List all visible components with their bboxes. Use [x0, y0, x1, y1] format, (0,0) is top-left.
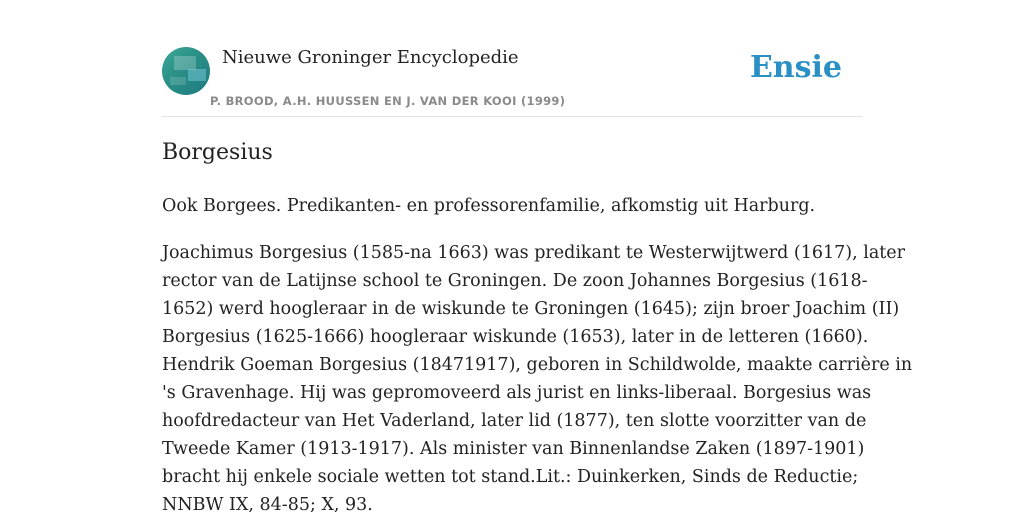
paragraph-line: Joachimus Borgesius (1585-na 1663) was predikant te Westerwijtwerd (1617), later: [162, 243, 906, 263]
article-intro-paragraph: Ook Borgees. Predikanten- en professorenfamilie, afkomstig uit Harburg.: [162, 196, 816, 216]
paragraph-line: rector van de Latijnse school te Groningen. De zoon Johannes Borgesius (1618-: [162, 271, 868, 291]
paragraph-line: 1652) werd hoogleraar in de wiskunde te Groningen (1645); zijn broer Joachim (II): [162, 299, 900, 319]
cover-art-shape: [188, 69, 206, 81]
paragraph-line: bracht hij enkele sociale wetten tot stand.Lit.: Duinkerken, Sinds de Reductie;: [162, 467, 859, 487]
cover-art-shape: [170, 77, 186, 85]
paragraph-line: hoofdredacteur van Het Vaderland, later lid (1877), ten slotte voorzitter van de: [162, 411, 867, 431]
paragraph-line: Hendrik Goeman Borgesius (18471917), geboren in Schildwolde, maakte carrière in: [162, 355, 913, 375]
article-body-paragraph: [162, 239, 913, 512]
paragraph-line: Borgesius (1625-1666) hoogleraar wiskunde (1653), later in de letteren (1660).: [162, 327, 869, 347]
paragraph-line: 's Gravenhage. Hij was gepromoveerd als jurist en links-liberaal. Borgesius was: [162, 383, 872, 403]
cover-art-shape: [174, 56, 196, 70]
ensie-logo-link[interactable]: Ensie: [749, 50, 842, 85]
book-header: [162, 46, 862, 117]
book-authors: P. BROOD, A.H. HUUSSEN EN J. VAN DER KOOI (1999): [210, 94, 566, 108]
book-title-link[interactable]: Nieuwe Groninger Encyclopedie: [222, 47, 519, 68]
paragraph-line: NNBW IX, 84-85; X, 93.: [162, 495, 373, 512]
paragraph-line: Tweede Kamer (1913-1917). Als minister van Binnenlandse Zaken (1897-1901): [162, 439, 865, 459]
article-title: Borgesius: [162, 140, 273, 165]
book-cover-thumbnail[interactable]: [162, 47, 210, 95]
